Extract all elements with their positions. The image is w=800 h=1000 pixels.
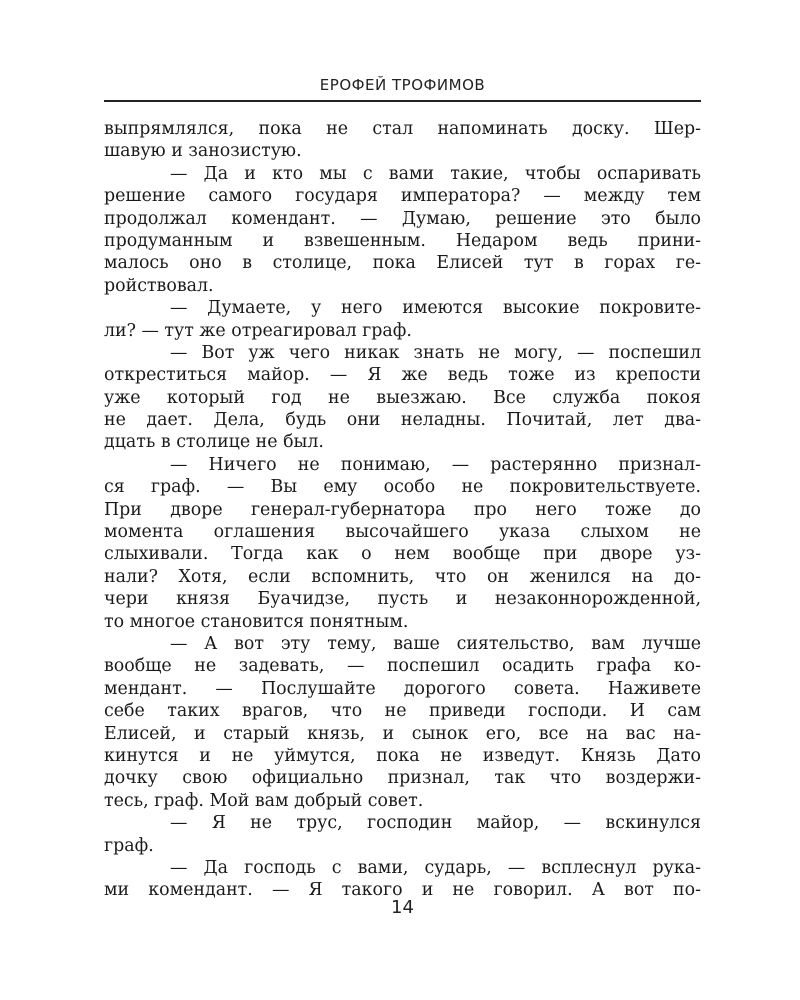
text-line: — Вот уж чего никак знать не могу, — поспешил [170,342,701,363]
text-line: Елисей, и старый князь, и сынок его, все на вас на- [104,723,701,744]
text-line: дочку свою официально признал, так что воздержи- [104,768,701,789]
text-line: продолжал комендант. — Думаю, решение это было [104,208,701,229]
text-line: шавую и занозистую. [104,141,302,162]
text-line: откреститься майор. — Я же ведь тоже из крепости [104,365,701,386]
text-line: чери князя Буачидзе, пусть и незаконнорожденной, [104,589,701,610]
text-line: тесь, граф. Мой вам добрый совет. [104,790,424,811]
text-line: ми комендант. — Я такого и не говорил. А вот по- [104,880,701,901]
text-line: слыхивали. Тогда как о нем вообще при дворе уз- [104,544,701,565]
text-line: — Ничего не понимаю, — растерянно признал- [170,454,701,475]
body-text [104,118,701,902]
text-line: момента оглашения высочайшего указа слыхом не [104,522,701,543]
text-line: вообще не задевать, — поспешил осадить графа ко- [104,656,701,677]
text-line: При дворе генерал-губернатора про него тоже до [104,499,701,520]
header-rule [104,100,701,102]
page-number: 14 [391,897,414,918]
text-line: — Я не трус, господин майор, — вскинулся [170,813,701,834]
text-line: ли? — тут же отреагировал граф. [104,320,412,341]
text-line: — А вот эту тему, ваше сиятельство, вам лучше [170,633,701,654]
text-line: — Да господь с вами, сударь, — всплеснул рука- [170,857,701,878]
text-line: — Думаете, у него имеются высокие покровите- [170,298,701,319]
text-line: ся граф. — Вы ему особо не покровительствуете. [104,477,701,498]
text-line: граф. [104,835,154,856]
text-line: решение самого государя императора? — между тем [104,186,701,207]
text-line: ройствовал. [104,275,214,296]
running-head-title: ЕРОФЕЙ ТРОФИМОВ [319,76,486,94]
text-line: малось оно в столице, пока Елисей тут в горах ге- [104,253,701,274]
text-line: — Да и кто мы с вами такие, чтобы оспаривать [170,163,701,184]
text-line: кинутся и не уймутся, пока не изведут. Князь Дато [104,745,701,766]
text-line: дцать в столице не был. [104,432,324,453]
text-line: мендант. — Послушайте дорогого совета. Наживете [104,678,701,699]
text-line: не дает. Дела, будь они неладны. Почитай, лет два- [104,410,701,431]
text-line: выпрямлялся, пока не стал напоминать доску. Шер- [104,119,701,139]
text-line: то многое становится понятным. [104,611,409,632]
text-line: себе таких врагов, что не приведи господи. И сам [104,701,701,722]
text-line: уже который год не выезжаю. Все служба покоя [104,387,701,408]
text-line: нали? Хотя, если вспомнить, что он женился на до- [104,566,701,587]
text-line: продуманным и взвешенным. Недаром ведь прини- [104,230,701,251]
